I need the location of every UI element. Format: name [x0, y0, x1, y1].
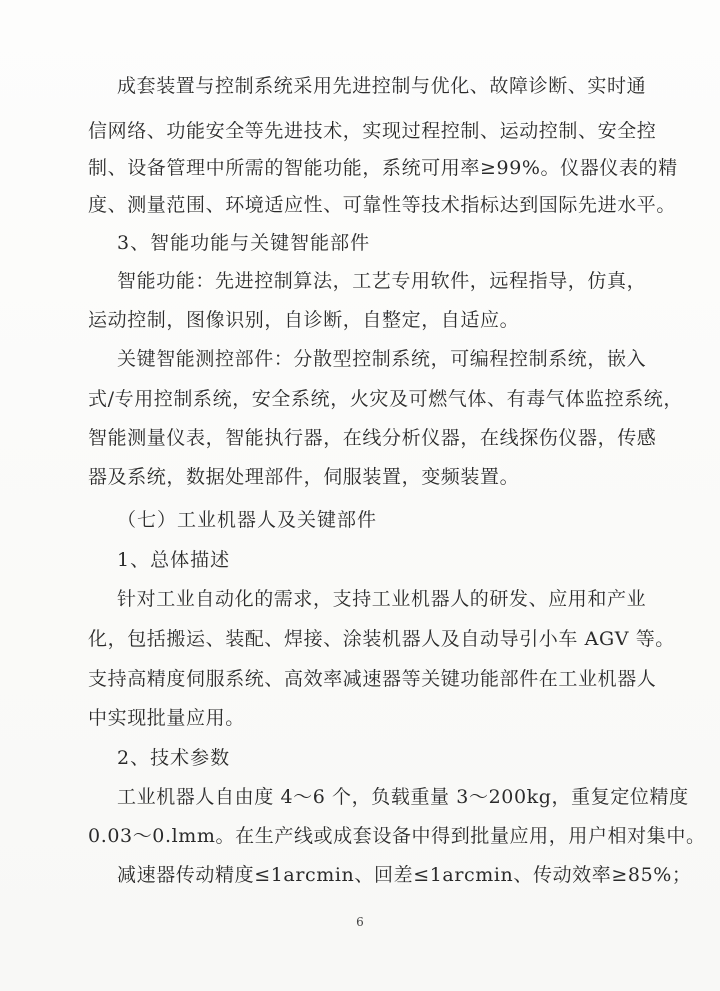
section-heading: （七）工业机器人及关键部件 [117, 509, 378, 531]
paragraph-line: 针对工业自动化的需求，支持工业机器人的研发、应用和产业 [117, 588, 647, 610]
paragraph-line: 制、设备管理中所需的智能功能，系统可用率≥99%。仪器仪表的精 [88, 157, 678, 179]
paragraph-line: 0.03～0.lmm。在生产线或成套设备中得到批量应用，用户相对集中。 [88, 825, 706, 847]
paragraph-line: 化，包括搬运、装配、焊接、涂装机器人及自动导引小车 AGV 等。 [88, 628, 675, 650]
paragraph-line: 信网络、功能安全等先进技术，实现过程控制、运动控制、安全控 [88, 120, 657, 142]
section-heading: 3、智能功能与关键智能部件 [117, 232, 371, 254]
paragraph-line: 成套装置与控制系统采用先进控制与优化、故障诊断、实时通 [117, 75, 647, 97]
paragraph-line: 支持高精度伺服系统、高效率减速器等关键功能部件在工业机器人 [88, 668, 657, 690]
subsection-heading: 1、总体描述 [117, 549, 231, 571]
paragraph-line: 减速器传动精度≤1arcmin、回差≤1arcmin、传动效率≥85%； [117, 864, 692, 886]
page-number: 6 [356, 915, 364, 929]
paragraph-line: 度、测量范围、环境适应性、可靠性等技术指标达到国际先进水平。 [88, 194, 677, 216]
paragraph-line: 中实现批量应用。 [88, 707, 245, 729]
paragraph-line: 运动控制，图像识别，自诊断，自整定，自适应。 [88, 309, 520, 331]
paragraph-line: 智能功能：先进控制算法，工艺专用软件，远程指导，仿真， [117, 270, 647, 292]
paragraph-line: 式/专用控制系统，安全系统，火灾及可燃气体、有毒气体监控系统， [88, 388, 684, 410]
paragraph-line: 工业机器人自由度 4～6 个，负载重量 3～200kg，重复定位精度 [117, 786, 689, 808]
paragraph-line: 关键智能测控部件：分散型控制系统，可编程控制系统，嵌入 [117, 348, 647, 370]
paragraph-line: 智能测量仪表，智能执行器，在线分析仪器，在线探伤仪器，传感 [88, 427, 657, 449]
paragraph-line: 器及系统，数据处理部件，伺服装置，变频装置。 [88, 466, 520, 488]
subsection-heading: 2、技术参数 [117, 747, 231, 769]
